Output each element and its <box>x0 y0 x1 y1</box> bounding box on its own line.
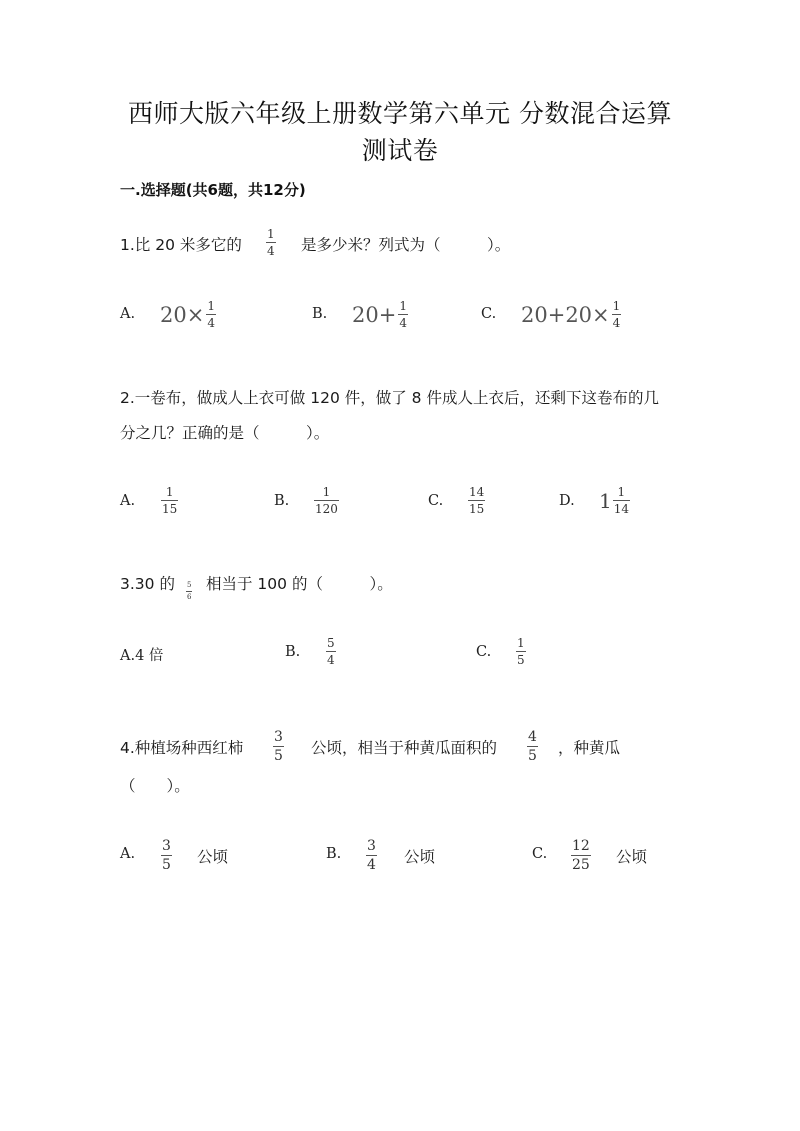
page-title-line2: 测试卷 <box>361 136 439 165</box>
q3-option-a-label[interactable]: A.4 倍 <box>120 648 164 664</box>
q2-option-c-label[interactable]: C. <box>428 493 444 509</box>
q2-option-b-frac[interactable] <box>314 486 339 515</box>
q4-option-a-den: 5 <box>162 857 171 873</box>
q2-option-d-whole: 1 <box>599 488 612 513</box>
q4-frac2-num: 4 <box>528 729 537 745</box>
q2-option-c-den: 15 <box>469 502 485 516</box>
q1-option-b-expr[interactable] <box>352 300 408 329</box>
q2-option-b-label[interactable]: B. <box>274 493 290 509</box>
q1-option-a-label[interactable]: A. <box>120 306 136 322</box>
q4-text-middle: 公顷，相当于种黄瓜面积的 <box>311 739 498 757</box>
q2-option-b-num: 1 <box>322 485 331 499</box>
q2-option-a-label[interactable]: A. <box>120 493 136 509</box>
q1-option-a-whole: 20× <box>160 302 205 327</box>
q1-frac-num: 1 <box>267 227 275 241</box>
q2-text-line1: 2.一卷布，做成人上衣可做 120 件，做了 8 件成人上衣后，还剩下这卷布的几 <box>120 389 659 407</box>
q1-text-after: 是多少米？列式为（ ）。 <box>301 236 511 254</box>
q2-option-a-frac[interactable] <box>161 486 178 515</box>
q4-option-a-frac[interactable] <box>161 839 172 872</box>
q3-option-c-den: 5 <box>517 653 525 667</box>
q4-frac1-num: 3 <box>274 729 283 745</box>
q3-option-c-num: 1 <box>517 636 525 650</box>
q1-option-b-label[interactable]: B. <box>312 306 328 322</box>
q4-fraction-1 <box>273 730 284 763</box>
q4-option-c-frac[interactable] <box>571 839 591 872</box>
q3-option-b-label[interactable]: B. <box>285 644 301 660</box>
q1-text-before: 1.比 20 米多它的 <box>120 236 242 254</box>
q4-option-b-label[interactable]: B. <box>326 846 342 862</box>
q1-frac-den: 4 <box>267 244 275 258</box>
q3-text-before: 3.30 的 <box>120 575 175 593</box>
q3-option-b-den: 4 <box>327 653 335 667</box>
q2-option-d-label[interactable]: D. <box>559 493 575 509</box>
q4-text-line2: （ ）。 <box>120 777 190 795</box>
q4-text-after: ，种黄瓜 <box>558 739 621 757</box>
q3-text-after: 相当于 100 的（ ）。 <box>206 575 393 593</box>
q4-option-c-unit: 公顷 <box>616 848 648 866</box>
q3-option-b-frac[interactable] <box>326 637 336 666</box>
q4-text-before: 4.种植场种西红柿 <box>120 739 244 757</box>
q4-frac2-den: 5 <box>528 748 537 764</box>
q2-option-b-den: 120 <box>315 502 338 516</box>
q1-option-a-num: 1 <box>207 299 215 313</box>
q4-option-a-unit: 公顷 <box>197 848 229 866</box>
q3-option-c-label[interactable]: C. <box>476 644 492 660</box>
q2-option-c-num: 14 <box>469 485 485 499</box>
q1-option-a-den: 4 <box>207 316 215 330</box>
q1-option-c-expr[interactable] <box>521 300 621 329</box>
q4-option-b-den: 4 <box>367 857 376 873</box>
q1-fraction <box>266 228 276 257</box>
q4-option-c-num: 12 <box>572 838 590 854</box>
q2-option-d-num: 1 <box>617 485 626 499</box>
q3-fraction <box>186 582 192 601</box>
q4-fraction-2 <box>527 730 538 763</box>
q1-option-c-num: 1 <box>612 299 621 313</box>
section-heading: 一.选择题(共6题，共12分) <box>120 181 306 199</box>
q4-option-c-den: 25 <box>572 857 590 873</box>
q3-frac-den: 6 <box>187 593 192 601</box>
q1-option-b-whole: 20+ <box>352 302 397 327</box>
q3-option-b-num: 5 <box>327 636 335 650</box>
q3-option-c-frac[interactable] <box>516 637 526 666</box>
q4-option-b-frac[interactable] <box>366 839 377 872</box>
q1-option-c-den: 4 <box>612 316 621 330</box>
q1-option-c-whole: 20+20× <box>521 302 610 327</box>
q2-option-d-den: 14 <box>613 502 630 516</box>
q2-option-c-frac[interactable] <box>468 486 485 515</box>
q2-option-a-num: 1 <box>165 485 174 499</box>
q2-option-d-mixed[interactable] <box>599 486 630 515</box>
q1-option-b-den: 4 <box>399 316 407 330</box>
q4-frac1-den: 5 <box>274 748 283 764</box>
q2-text-line2: 分之几？正确的是（ ）。 <box>120 424 330 442</box>
q4-option-a-num: 3 <box>162 838 171 854</box>
q1-option-c-label[interactable]: C. <box>481 306 497 322</box>
q4-option-b-unit: 公顷 <box>404 848 436 866</box>
q1-option-b-num: 1 <box>399 299 407 313</box>
q4-option-a-label[interactable]: A. <box>120 846 136 862</box>
page-title-line1: 西师大版六年级上册数学第六单元 分数混合运算 <box>128 99 672 128</box>
q2-option-a-den: 15 <box>162 502 178 516</box>
q3-frac-num: 5 <box>187 581 192 589</box>
q1-option-a-expr[interactable] <box>160 300 216 329</box>
q4-option-c-label[interactable]: C. <box>532 846 548 862</box>
q4-option-b-num: 3 <box>367 838 376 854</box>
